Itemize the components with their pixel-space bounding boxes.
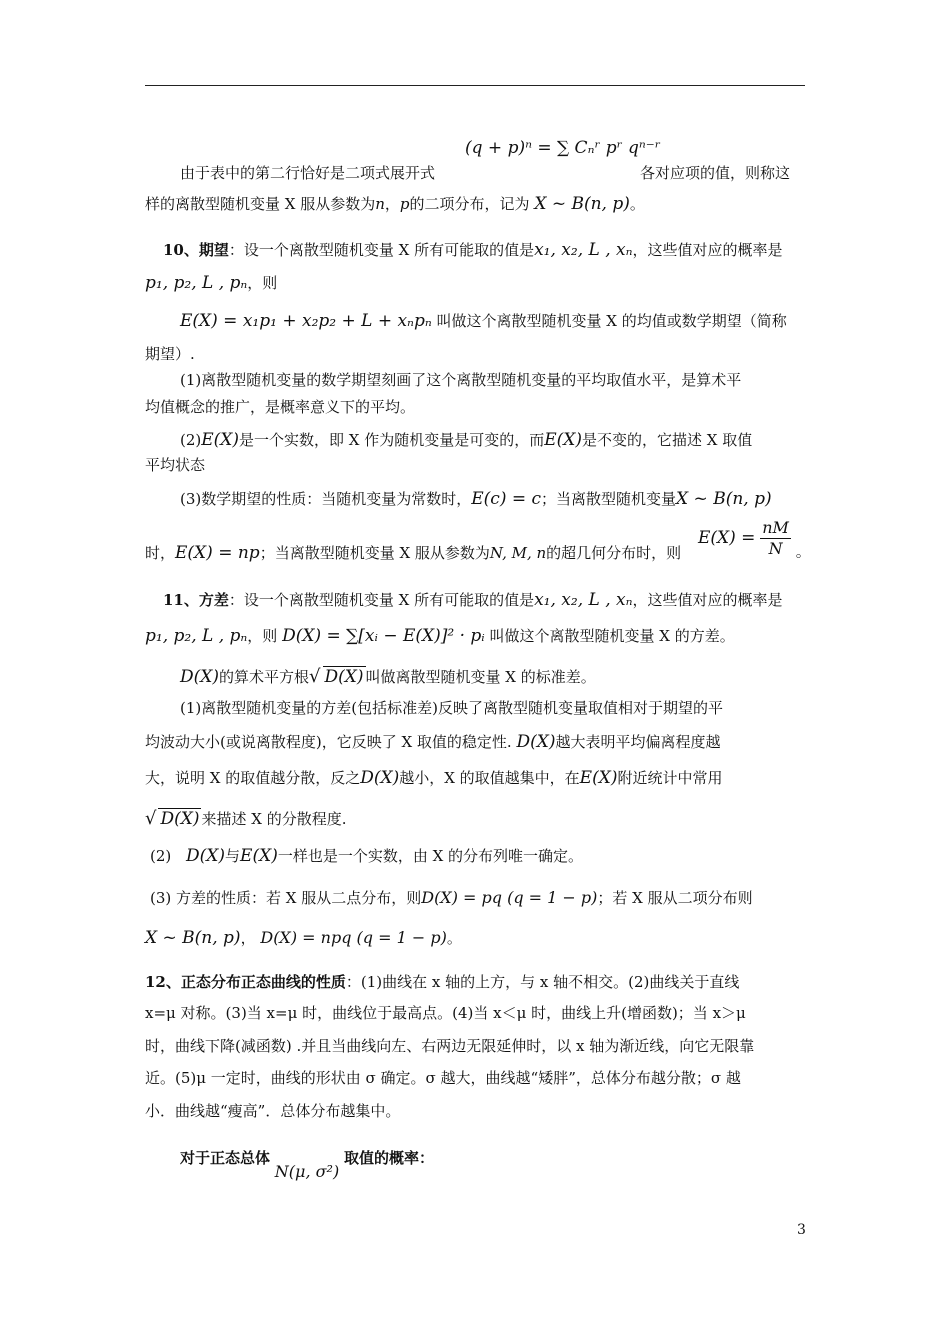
text: 均波动大小(或说离散程度)，它反映了 X 取值的稳定性.: [145, 733, 512, 751]
paragraph-line: [145, 732, 721, 752]
text: 叫做离散型随机变量 X 的标准差。: [365, 668, 596, 686]
formula: X ~ B(n, p): [145, 928, 241, 948]
text: x=μ 对称。(3)当 x=μ 时，曲线位于最高点。(4)当 x＜μ 时，曲线上升(增函数)；当 x＞μ: [145, 1004, 746, 1022]
section-12-line: [145, 972, 739, 992]
text: 一样也是一个实数，由 X 的分布列唯一确定。: [277, 847, 584, 865]
text: ；若 X 服从二项分布则: [597, 889, 753, 907]
text: 附近统计中常用: [617, 769, 723, 787]
formula: D(X): [516, 732, 556, 752]
text: ，则: [247, 274, 278, 292]
formula-variance: D(X) = ∑[xᵢ − E(X)]² · pᵢ: [282, 626, 485, 646]
text: 样的离散型随机变量 X 服从参数为: [145, 195, 376, 213]
paragraph-line: [145, 808, 346, 829]
formula: E(X): [579, 768, 618, 788]
sqrt-symbol: √: [145, 808, 157, 829]
math-params: N, M, n: [489, 544, 547, 562]
text: 来描述 X 的分散程度.: [201, 810, 347, 828]
formula-expectation: E(X) = x₁p₁ + x₂p₂ + L + xₙpₙ: [180, 311, 432, 331]
section-heading: 10、期望: [163, 241, 229, 259]
paragraph-line: [145, 1068, 741, 1088]
text: 叫做这个离散型随机变量 X 的均值或数学期望（简称: [436, 312, 787, 330]
paragraph-line: [150, 888, 753, 908]
paragraph-line: [145, 768, 722, 788]
denominator: N: [768, 539, 783, 558]
text: 与: [225, 847, 241, 865]
formula: X ~ B(n, p): [676, 489, 772, 509]
formula: E(X) =: [698, 527, 756, 548]
header-rule: [145, 85, 805, 86]
text: ，这些值对应的概率是: [632, 241, 783, 259]
paragraph-line: [180, 311, 787, 331]
paragraph-line: [145, 194, 645, 214]
paragraph-line: [180, 163, 435, 183]
formula: x₁, x₂, L , xₙ: [534, 240, 633, 260]
formula: D(X) = npq (q = 1 − p): [260, 928, 447, 947]
paragraph-line: [180, 489, 772, 509]
text: 。: [629, 195, 645, 213]
paragraph-line: [145, 1036, 754, 1056]
text: 取值的概率：: [343, 1149, 434, 1167]
text: 均值概念的推广，是概率意义下的平均。: [145, 398, 416, 416]
text: ；当离散型随机变量 X 服从参数为: [259, 544, 490, 562]
text: ：设一个离散型随机变量 X 所有可能取的值是: [228, 591, 535, 609]
formula-normal-dist: N(μ, σ²): [274, 1162, 340, 1181]
text: 的算术平方根: [219, 668, 310, 686]
text: (2): [180, 431, 202, 449]
sqrt-symbol: √: [309, 666, 321, 687]
text: ；当离散型随机变量: [541, 490, 677, 508]
text: (3)数学期望的性质：当随机变量为常数时，: [180, 490, 472, 508]
text: 。: [795, 542, 811, 561]
text: ：设一个离散型随机变量 X 所有可能取的值是: [228, 241, 535, 259]
formula: E(X) = np: [175, 543, 260, 563]
text: 叫做这个离散型随机变量 X 的方差。: [489, 627, 735, 645]
paragraph-line: [145, 928, 462, 948]
text: ，: [384, 195, 400, 213]
text: 是一个实数，即 X 作为随机变量是可变的，而: [239, 431, 545, 449]
paragraph-line: [145, 1003, 746, 1023]
paragraph-line: [180, 698, 723, 718]
text: 对于正态总体: [180, 1149, 271, 1167]
text: 的二项分布，记为: [409, 195, 530, 213]
text: 。: [446, 929, 462, 947]
formula: D(X): [180, 667, 219, 687]
text: 时，: [145, 544, 176, 562]
paragraph-line: [180, 666, 596, 687]
text: 近。(5)μ 一定时，曲线的形状由 σ 确定。σ 越大，曲线越“矮胖”，总体分布越分散；σ 越: [145, 1069, 741, 1087]
text: 平均状态: [145, 456, 206, 474]
section-heading: 12、正态分布正态曲线的性质: [145, 973, 346, 991]
paragraph-line: [145, 543, 681, 563]
text: (1)离散型随机变量的数学期望刻画了这个离散型随机变量的平均取值水平，是算术平: [180, 371, 742, 389]
formula: D(X): [360, 768, 400, 788]
formula: p₁, p₂, L , pₙ: [145, 626, 248, 646]
text: 大，说明 X 的取值越分散，反之: [145, 769, 361, 787]
binomial-formula: [465, 138, 661, 158]
formula-binomial: (q + p)ⁿ = ∑ Cₙʳ pʳ qⁿ⁻ʳ: [465, 138, 661, 158]
text: ，: [240, 929, 256, 947]
text: 越大表明平均偏离程度越: [555, 733, 721, 751]
paragraph-line: [145, 344, 195, 364]
text: 期望）.: [145, 345, 195, 363]
formula: x₁, x₂, L , xₙ: [534, 590, 633, 610]
fraction: [760, 518, 791, 559]
formula: E(X): [240, 846, 278, 866]
section-heading: 11、方差: [163, 591, 229, 609]
paragraph-line: [145, 1101, 400, 1121]
paragraph-line: [145, 397, 415, 417]
math-n: n: [375, 195, 385, 213]
paragraph-line: [180, 1148, 434, 1182]
paragraph-line: [145, 626, 735, 646]
formula: E(X): [201, 430, 240, 450]
formula: p₁, p₂, L , pₙ: [145, 273, 248, 293]
page-number: 3: [797, 1222, 806, 1238]
formula: D(X): [160, 809, 200, 829]
text: 各对应项的值，则称这: [640, 164, 791, 182]
section-11-line: [163, 590, 783, 610]
formula: E(c) = c: [471, 489, 542, 509]
text: 小．曲线越“瘦高”．总体分布越集中。: [145, 1102, 401, 1120]
text: ，这些值对应的概率是: [632, 591, 783, 609]
paragraph-line: [145, 455, 205, 475]
text: 是不变的，它描述 X 取值: [582, 431, 753, 449]
math-p: p: [399, 195, 410, 213]
formula: E(X): [544, 430, 583, 450]
text: ：(1)曲线在 x 轴的上方，与 x 轴不相交。(2)曲线关于直线: [345, 973, 740, 991]
paragraph-line: [150, 846, 583, 866]
text: 越小，X 的取值越集中，在: [399, 769, 580, 787]
paragraph-line: [145, 273, 277, 293]
text: 由于表中的第二行恰好是二项式展开式: [180, 164, 436, 182]
formula-hypergeometric: [698, 518, 811, 562]
text: ，则: [247, 627, 278, 645]
paragraph-line: [640, 163, 790, 183]
formula-binomial-dist: X ~ B(n, p): [534, 194, 630, 214]
text: (1)离散型随机变量的方差(包括标准差)反映了离散型随机变量取值相对于期望的平: [180, 699, 723, 717]
formula: D(X) = pq (q = 1 − p): [421, 888, 598, 907]
numerator: nM: [762, 518, 789, 537]
text: (3) 方差的性质：若 X 服从二点分布，则: [150, 889, 422, 907]
text: (2): [150, 847, 172, 865]
formula: D(X): [324, 667, 364, 687]
text: 的超几何分布时，则: [546, 544, 682, 562]
formula: D(X): [186, 846, 226, 866]
paragraph-line: [180, 370, 741, 390]
section-10-line: [163, 240, 783, 260]
text: 时，曲线下降(减函数) .并且当曲线向左、右两边无限延伸时，以 x 轴为渐近线，向它无限靠: [145, 1037, 755, 1055]
paragraph-line: [180, 430, 752, 450]
